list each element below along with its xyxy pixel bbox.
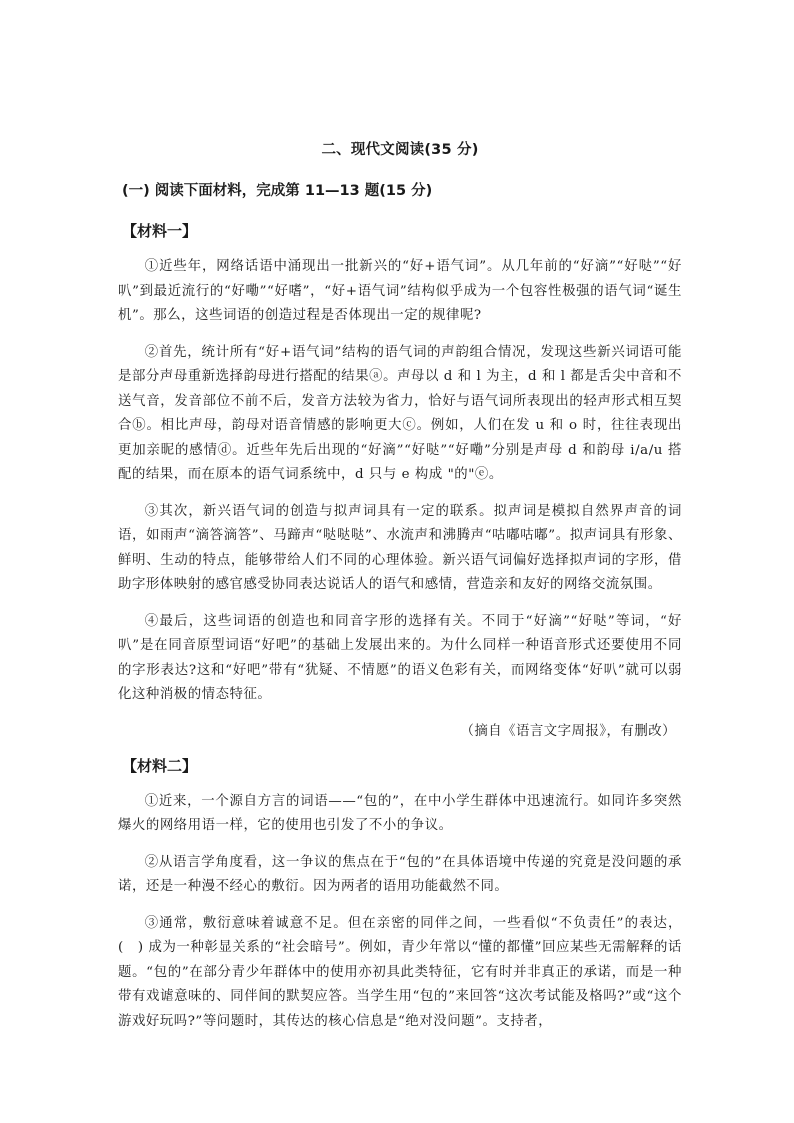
material-one-paragraph-2: ②首先，统计所有“好+语气词”结构的语气词的声韵组合情况，发现这些新兴词语可能是部分声母重新选择韵母进行搭配的结果ⓐ。声母以 d 和 l 为主，d 和 l 都是舌尖中音和不送气音，发音部位不前不后，发音方法较为省力，恰好与语气词所表现出的轻声形式相互契合ⓑ。相比声母，韵母对语音情感的影响更大ⓒ。例如，人们在发 u 和 o 时，往往表现出更加亲昵的感情ⓓ。近些年先后出现的“好滴”“好哒”“好嘞”分别是声母 d 和韵母 i/a/u 搭配的结果，而在原本的语气词系统中，d 只与 e 构成 "的"ⓔ。 xyxy=(118,344,682,482)
material-one-source: （摘自《语言文字周报》，有删改） xyxy=(460,723,676,739)
material-one xyxy=(118,220,682,739)
document-content xyxy=(118,138,682,1046)
material-two xyxy=(118,755,682,1035)
material-two-paragraph-2: ②从语言学角度看，这一争议的焦点在于“包的”在具体语境中传递的究竟是没问题的承诺，还是一种漫不经心的敷衍。因为两者的语用功能截然不同。 xyxy=(118,854,682,894)
part-title: (一) 阅读下面材料，完成第 11—13 题(15 分) xyxy=(122,183,433,199)
material-two-paragraph-1: ①近来，一个源自方言的词语——“包的”，在中小学生群体中迅速流行。如同许多突然爆火的网络用语一样，它的使用也引发了不小的争议。 xyxy=(118,793,682,833)
material-two-title: 【材料二】 xyxy=(122,756,198,775)
section-title: 二、现代文阅读(35 分) xyxy=(321,142,479,158)
material-two-paragraph-3: ③通常，敷衍意味着诚意不足。但在亲密的同伴之间，一些看似“不负责任”的表达，( ) 成为一种彰显关系的“社会暗号”。例如，青少年常以“懂的都懂”回应某些无需解释的话题。“包的”在部分青少年群体中的使用亦初具此类特征，它有时并非真正的承诺，而是一种带有戏谑意味的、同伴间的默契应答。当学生用“包的”来回答“这次考试能及格吗?”或“这个游戏好玩吗?”等问题时，其传达的核心信息是“绝对没问题”。支持者， xyxy=(118,915,682,1029)
material-one-paragraph-3: ③其次，新兴语气词的创造与拟声词具有一定的联系。拟声词是模拟自然界声音的词语，如雨声“滴答滴答”、马蹄声“哒哒哒”、水流声和沸腾声“咕嘟咕嘟”。拟声词具有形象、鲜明、生动的特点，能够带给人们不同的心理体验。新兴语气词偏好选择拟声词的字形，借助字形体映射的感官感受协同表达说话人的语气和感情，营造亲和友好的网络交流氛围。 xyxy=(118,503,682,592)
material-one-paragraph-4: ④最后，这些词语的创造也和同音字形的选择有关。不同于“好滴”“好哒”等词，“好叭”是在同音原型词语“好吧”的基础上发展出来的。为什么同样一种语音形式还要使用不同的字形表达?这和“好吧”带有“犹疑、不情愿”的语义色彩有关，而网络变体“好叭”就可以弱化这种消极的情态特征。 xyxy=(118,613,682,702)
material-one-paragraph-1: ①近些年，网络话语中涌现出一批新兴的“好+语气词”。从几年前的“好滴”“好哒”“好叭”到最近流行的“好嘞”“好嗜”，“好+语气词”结构似乎成为一个包容性极强的语气词“诞生机”。那么，这些词语的创造过程是否体现出一定的规律呢? xyxy=(118,259,682,323)
material-one-title: 【材料一】 xyxy=(122,222,198,240)
